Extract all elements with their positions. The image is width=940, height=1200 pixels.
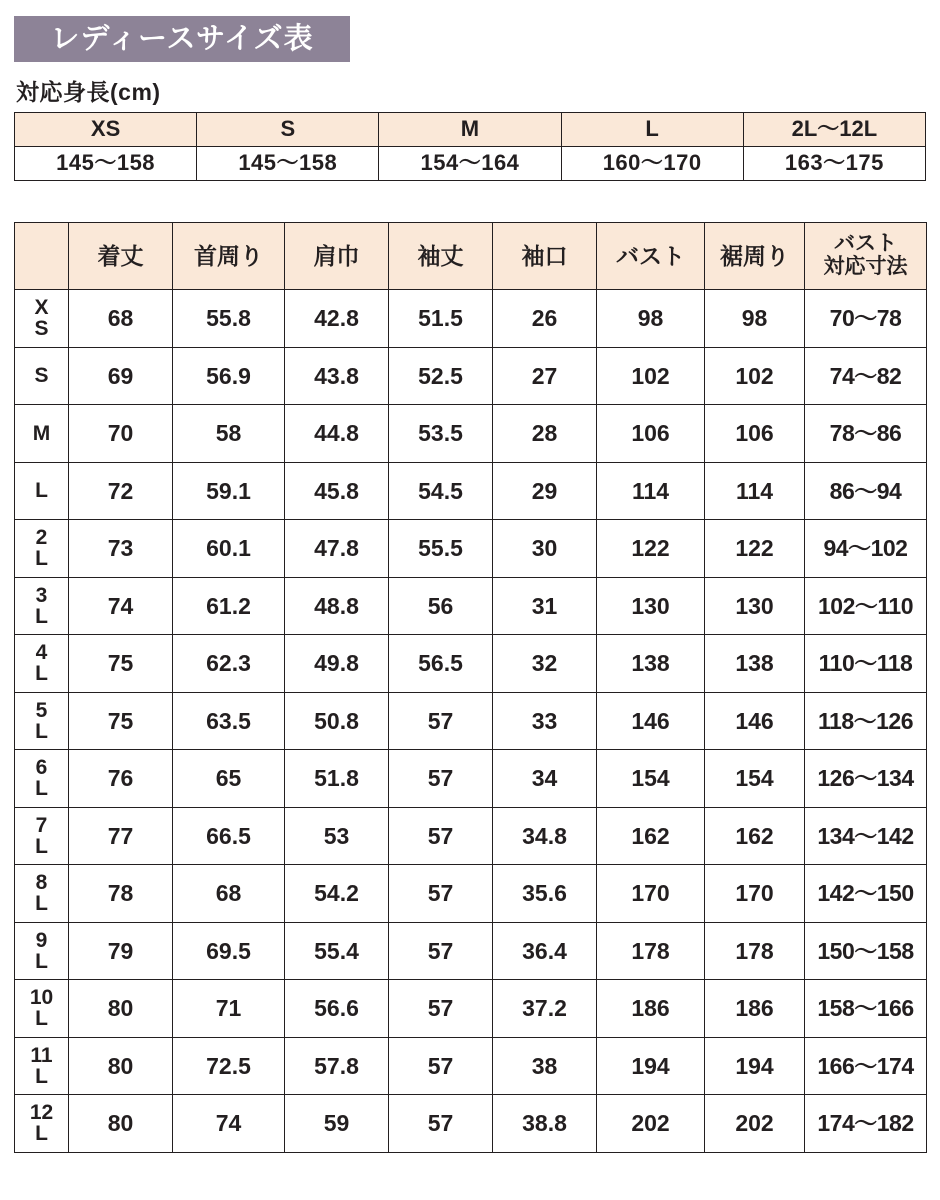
cell-6: 138 xyxy=(705,635,805,693)
row-header-size xyxy=(15,347,69,405)
height-size-header-l: L xyxy=(561,113,743,147)
cell-5: 154 xyxy=(597,750,705,808)
height-size-header-2l-12l: 2L〜12L xyxy=(743,113,925,147)
cell-3: 56.5 xyxy=(389,635,493,693)
height-size-header-xs: XS xyxy=(15,113,197,147)
table-row xyxy=(15,1037,927,1095)
row-header-size xyxy=(15,577,69,635)
row-header-size-line1: 4 xyxy=(35,641,48,665)
cell-5: 170 xyxy=(597,865,705,923)
table-row xyxy=(15,405,927,463)
cell-3: 57 xyxy=(389,922,493,980)
height-size-header-m: M xyxy=(379,113,561,147)
cell-2: 53 xyxy=(285,807,389,865)
cell-3: 54.5 xyxy=(389,462,493,520)
cell-1: 62.3 xyxy=(173,635,285,693)
cell-6: 98 xyxy=(705,290,805,348)
height-table xyxy=(14,112,926,181)
page-title-banner xyxy=(14,16,350,62)
cell-1: 72.5 xyxy=(173,1037,285,1095)
row-header-size xyxy=(15,1095,69,1153)
measurement-body xyxy=(15,290,927,1153)
cell-1: 65 xyxy=(173,750,285,808)
cell-0: 70 xyxy=(69,405,173,463)
height-range-l: 160〜170 xyxy=(561,147,743,181)
column-header-length: 着丈 xyxy=(69,223,173,290)
table-row xyxy=(15,520,927,578)
cell-3: 57 xyxy=(389,865,493,923)
cell-1: 58 xyxy=(173,405,285,463)
measurement-header-row xyxy=(15,223,927,290)
cell-0: 77 xyxy=(69,807,173,865)
cell-7: 78〜86 xyxy=(805,405,927,463)
table-row xyxy=(15,807,927,865)
column-header-cuff: 袖口 xyxy=(493,223,597,290)
cell-5: 178 xyxy=(597,922,705,980)
row-header-size xyxy=(15,290,69,348)
cell-4: 37.2 xyxy=(493,980,597,1038)
cell-1: 59.1 xyxy=(173,462,285,520)
page-title: レディースサイズ表 xyxy=(50,22,314,55)
cell-7: 118〜126 xyxy=(805,692,927,750)
row-header-size-line1: 8 xyxy=(35,871,48,895)
table-row xyxy=(15,1095,927,1153)
table-row xyxy=(15,462,927,520)
cell-3: 56 xyxy=(389,577,493,635)
cell-6: 114 xyxy=(705,462,805,520)
row-header-size xyxy=(15,1037,69,1095)
cell-0: 73 xyxy=(69,520,173,578)
cell-6: 178 xyxy=(705,922,805,980)
cell-4: 31 xyxy=(493,577,597,635)
row-header-size-line2: L xyxy=(35,834,48,858)
table-row xyxy=(15,692,927,750)
row-header-size-line2: L xyxy=(35,604,48,628)
height-table-value-row xyxy=(15,147,926,181)
measurement-table xyxy=(14,222,927,1153)
row-header-size-line2: S xyxy=(34,317,49,341)
cell-2: 44.8 xyxy=(285,405,389,463)
cell-2: 50.8 xyxy=(285,692,389,750)
cell-2: 43.8 xyxy=(285,347,389,405)
cell-7: 134〜142 xyxy=(805,807,927,865)
column-header-bust-fit-line2: 対応寸法 xyxy=(823,255,908,278)
row-header-size-line1: M xyxy=(32,421,51,445)
cell-3: 51.5 xyxy=(389,290,493,348)
cell-4: 29 xyxy=(493,462,597,520)
cell-0: 72 xyxy=(69,462,173,520)
row-header-size-line1: S xyxy=(34,364,49,388)
cell-4: 27 xyxy=(493,347,597,405)
cell-2: 51.8 xyxy=(285,750,389,808)
cell-7: 142〜150 xyxy=(805,865,927,923)
row-header-size xyxy=(15,462,69,520)
height-size-header-s: S xyxy=(197,113,379,147)
table-row xyxy=(15,347,927,405)
cell-2: 54.2 xyxy=(285,865,389,923)
cell-5: 186 xyxy=(597,980,705,1038)
cell-6: 162 xyxy=(705,807,805,865)
cell-3: 53.5 xyxy=(389,405,493,463)
cell-2: 42.8 xyxy=(285,290,389,348)
cell-0: 75 xyxy=(69,635,173,693)
cell-1: 61.2 xyxy=(173,577,285,635)
column-header-hem: 裾周り xyxy=(705,223,805,290)
cell-5: 98 xyxy=(597,290,705,348)
cell-0: 80 xyxy=(69,1037,173,1095)
row-header-size-line2: L xyxy=(35,892,48,916)
column-header-neck: 首周り xyxy=(173,223,285,290)
cell-0: 75 xyxy=(69,692,173,750)
cell-0: 79 xyxy=(69,922,173,980)
cell-6: 170 xyxy=(705,865,805,923)
cell-1: 71 xyxy=(173,980,285,1038)
column-header-sleeve-length: 袖丈 xyxy=(389,223,493,290)
cell-4: 36.4 xyxy=(493,922,597,980)
row-header-size-line1: 7 xyxy=(35,813,48,837)
cell-6: 106 xyxy=(705,405,805,463)
height-range-s: 145〜158 xyxy=(197,147,379,181)
cell-4: 32 xyxy=(493,635,597,693)
cell-1: 66.5 xyxy=(173,807,285,865)
cell-6: 102 xyxy=(705,347,805,405)
cell-4: 26 xyxy=(493,290,597,348)
cell-6: 202 xyxy=(705,1095,805,1153)
row-header-size-line2: L xyxy=(35,1007,48,1031)
table-row xyxy=(15,577,927,635)
column-header-bust-fit xyxy=(805,223,927,290)
table-row xyxy=(15,922,927,980)
row-header-size-line1: 9 xyxy=(35,928,48,952)
height-range-m: 154〜164 xyxy=(379,147,561,181)
cell-4: 34 xyxy=(493,750,597,808)
row-header-size xyxy=(15,692,69,750)
cell-7: 166〜174 xyxy=(805,1037,927,1095)
cell-3: 57 xyxy=(389,750,493,808)
cell-7: 150〜158 xyxy=(805,922,927,980)
cell-2: 45.8 xyxy=(285,462,389,520)
cell-0: 78 xyxy=(69,865,173,923)
row-header-size-line1: 10 xyxy=(29,986,54,1010)
cell-5: 114 xyxy=(597,462,705,520)
cell-5: 130 xyxy=(597,577,705,635)
row-header-size-line1: 2 xyxy=(35,526,48,550)
cell-1: 63.5 xyxy=(173,692,285,750)
row-header-size xyxy=(15,635,69,693)
cell-7: 102〜110 xyxy=(805,577,927,635)
cell-1: 68 xyxy=(173,865,285,923)
cell-3: 57 xyxy=(389,980,493,1038)
cell-4: 33 xyxy=(493,692,597,750)
cell-7: 158〜166 xyxy=(805,980,927,1038)
cell-7: 174〜182 xyxy=(805,1095,927,1153)
row-header-size-line1: 5 xyxy=(35,698,48,722)
cell-7: 70〜78 xyxy=(805,290,927,348)
cell-5: 122 xyxy=(597,520,705,578)
row-header-size-line2: L xyxy=(35,547,48,571)
row-header-size-line1: 11 xyxy=(30,1043,53,1067)
cell-1: 56.9 xyxy=(173,347,285,405)
cell-7: 110〜118 xyxy=(805,635,927,693)
cell-5: 106 xyxy=(597,405,705,463)
row-header-size-line1: 6 xyxy=(35,756,48,780)
row-header-size-line1: X xyxy=(34,296,49,320)
cell-6: 154 xyxy=(705,750,805,808)
cell-2: 55.4 xyxy=(285,922,389,980)
cell-7: 86〜94 xyxy=(805,462,927,520)
cell-4: 28 xyxy=(493,405,597,463)
cell-6: 186 xyxy=(705,980,805,1038)
cell-2: 47.8 xyxy=(285,520,389,578)
cell-3: 57 xyxy=(389,692,493,750)
cell-0: 76 xyxy=(69,750,173,808)
height-range-xs: 145〜158 xyxy=(15,147,197,181)
cell-6: 122 xyxy=(705,520,805,578)
cell-0: 68 xyxy=(69,290,173,348)
cell-5: 138 xyxy=(597,635,705,693)
row-header-size xyxy=(15,520,69,578)
table-row xyxy=(15,865,927,923)
cell-4: 38 xyxy=(493,1037,597,1095)
cell-0: 80 xyxy=(69,980,173,1038)
row-header-size xyxy=(15,405,69,463)
cell-5: 202 xyxy=(597,1095,705,1153)
cell-2: 49.8 xyxy=(285,635,389,693)
table-row xyxy=(15,290,927,348)
cell-1: 60.1 xyxy=(173,520,285,578)
cell-4: 35.6 xyxy=(493,865,597,923)
row-header-size-line1: 12 xyxy=(29,1101,54,1125)
cell-1: 74 xyxy=(173,1095,285,1153)
row-header-size-line2: L xyxy=(35,777,48,801)
row-header-size xyxy=(15,750,69,808)
cell-3: 57 xyxy=(389,807,493,865)
row-header-size xyxy=(15,865,69,923)
row-header-size-line2: L xyxy=(35,1122,48,1146)
cell-0: 74 xyxy=(69,577,173,635)
cell-7: 126〜134 xyxy=(805,750,927,808)
cell-3: 57 xyxy=(389,1095,493,1153)
cell-1: 55.8 xyxy=(173,290,285,348)
cell-7: 94〜102 xyxy=(805,520,927,578)
cell-0: 69 xyxy=(69,347,173,405)
cell-7: 74〜82 xyxy=(805,347,927,405)
cell-4: 34.8 xyxy=(493,807,597,865)
height-range-2l-12l: 163〜175 xyxy=(743,147,925,181)
row-header-size-line2: L xyxy=(35,662,48,686)
column-header-bust: バスト xyxy=(597,223,705,290)
cell-6: 194 xyxy=(705,1037,805,1095)
row-header-size-line1: 3 xyxy=(35,583,48,607)
cell-0: 80 xyxy=(69,1095,173,1153)
cell-5: 146 xyxy=(597,692,705,750)
cell-2: 56.6 xyxy=(285,980,389,1038)
measurement-corner-cell xyxy=(15,223,69,290)
cell-4: 30 xyxy=(493,520,597,578)
cell-6: 146 xyxy=(705,692,805,750)
cell-1: 69.5 xyxy=(173,922,285,980)
row-header-size xyxy=(15,807,69,865)
height-table-header-row xyxy=(15,113,926,147)
cell-3: 57 xyxy=(389,1037,493,1095)
table-row xyxy=(15,750,927,808)
row-header-size-line2: L xyxy=(35,719,48,743)
cell-2: 59 xyxy=(285,1095,389,1153)
cell-3: 55.5 xyxy=(389,520,493,578)
cell-2: 57.8 xyxy=(285,1037,389,1095)
row-header-size-line1: L xyxy=(35,479,48,503)
table-row xyxy=(15,980,927,1038)
cell-5: 194 xyxy=(597,1037,705,1095)
cell-5: 162 xyxy=(597,807,705,865)
cell-2: 48.8 xyxy=(285,577,389,635)
cell-6: 130 xyxy=(705,577,805,635)
row-header-size-line2: L xyxy=(35,949,48,973)
table-row xyxy=(15,635,927,693)
row-header-size xyxy=(15,980,69,1038)
column-header-shoulder: 肩巾 xyxy=(285,223,389,290)
height-section-label: 対応身長(cm) xyxy=(16,79,161,105)
cell-5: 102 xyxy=(597,347,705,405)
column-header-bust-fit-line1: バスト xyxy=(834,232,897,256)
row-header-size-line2: L xyxy=(35,1064,48,1088)
cell-4: 38.8 xyxy=(493,1095,597,1153)
cell-3: 52.5 xyxy=(389,347,493,405)
row-header-size xyxy=(15,922,69,980)
